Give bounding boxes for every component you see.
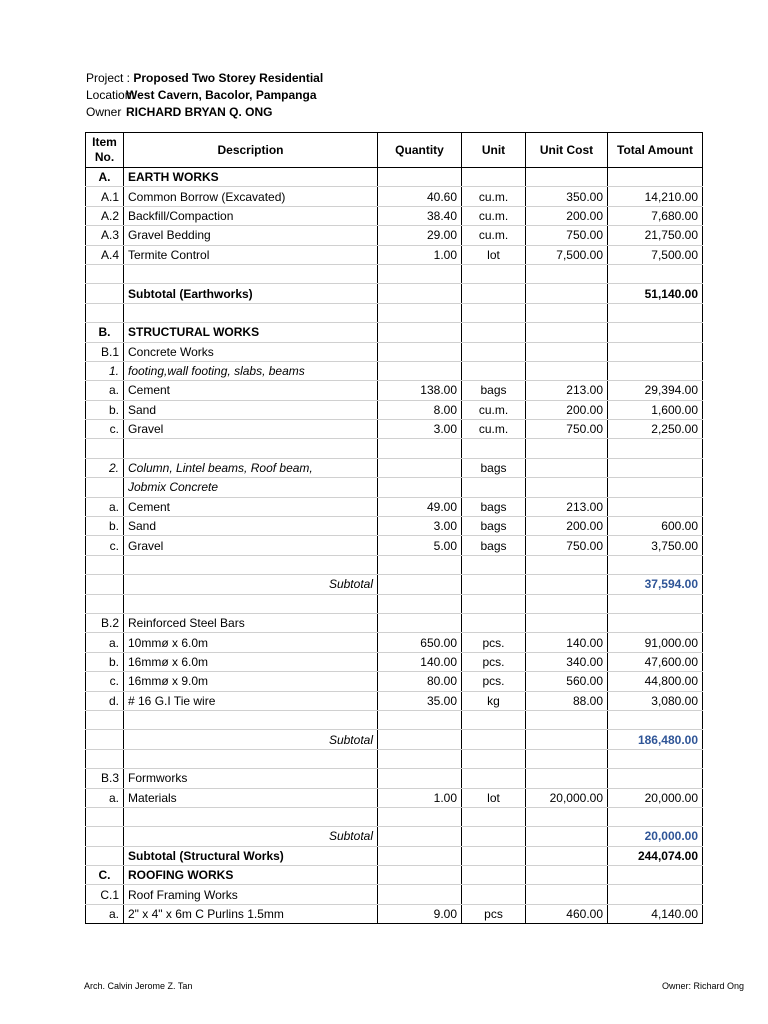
cell-description [124,264,378,283]
cell-description: Sand [124,517,378,536]
cell-item-no: A. [86,168,124,187]
cell-description: Roof Framing Works [124,885,378,904]
table-row [86,633,703,652]
cell-description [124,749,378,768]
cell-unit: kg [462,691,526,710]
cell-unit [462,613,526,632]
cell-total-amount [608,613,703,632]
table-row [86,323,703,342]
cell-quantity: 8.00 [378,400,462,419]
cell-quantity: 38.40 [378,206,462,225]
cell-description: Sand [124,400,378,419]
cell-unit [462,342,526,361]
cell-description: Subtotal [124,730,378,749]
cell-unit-cost [526,323,608,342]
cell-quantity [378,885,462,904]
cell-unit: bags [462,517,526,536]
table-row [86,846,703,865]
cell-quantity [378,613,462,632]
cell-total-amount [608,769,703,788]
table-row [86,517,703,536]
table-row [86,206,703,225]
cell-description: Gravel [124,536,378,555]
cell-quantity [378,846,462,865]
cell-unit-cost [526,342,608,361]
cell-description [124,303,378,322]
cell-quantity: 9.00 [378,904,462,923]
cell-unit: pcs. [462,652,526,671]
table-row [86,730,703,749]
cell-unit-cost [526,827,608,846]
cell-item-no: A.4 [86,245,124,264]
cell-unit [462,264,526,283]
cell-unit: cu.m. [462,420,526,439]
cell-quantity [378,458,462,477]
col-header-quantity: Quantity [378,133,462,168]
table-row [86,245,703,264]
cell-unit: lot [462,245,526,264]
cell-quantity: 29.00 [378,226,462,245]
cell-description [124,807,378,826]
cell-item-no: A.1 [86,187,124,206]
cell-unit [462,710,526,729]
cell-description: 16mmø x 9.0m [124,672,378,691]
cell-total-amount [608,361,703,380]
cell-quantity [378,710,462,729]
cell-unit-cost [526,769,608,788]
cell-item-no [86,264,124,283]
cell-description: ROOFING WORKS [124,866,378,885]
cell-unit-cost [526,264,608,283]
table-row [86,575,703,594]
col-header-description: Description [124,133,378,168]
cell-description: footing,wall footing, slabs, beams [124,361,378,380]
cell-description: Formworks [124,769,378,788]
cell-total-amount: 1,600.00 [608,400,703,419]
cell-unit [462,323,526,342]
cell-quantity: 3.00 [378,420,462,439]
cell-description: 2" x 4" x 6m C Purlins 1.5mm [124,904,378,923]
cell-description [124,594,378,613]
project-value: Proposed Two Storey Residential [133,71,324,85]
table-row [86,497,703,516]
cell-total-amount [608,264,703,283]
cell-item-no: 2. [86,458,124,477]
cell-unit-cost [526,555,608,574]
cell-total-amount [608,439,703,458]
cell-description: Backfill/Compaction [124,206,378,225]
cell-quantity: 138.00 [378,381,462,400]
cell-quantity [378,342,462,361]
cell-item-no [86,439,124,458]
cell-total-amount: 3,080.00 [608,691,703,710]
cell-total-amount [608,497,703,516]
table-row [86,749,703,768]
cell-unit [462,555,526,574]
cell-quantity: 35.00 [378,691,462,710]
location-value: West Cavern, Bacolor, Pampanga [126,88,317,102]
cell-total-amount [608,710,703,729]
cell-item-no [86,807,124,826]
cell-item-no: c. [86,536,124,555]
cell-unit-cost: 200.00 [526,400,608,419]
cell-total-amount: 600.00 [608,517,703,536]
cell-total-amount: 91,000.00 [608,633,703,652]
cell-item-no: C. [86,866,124,885]
table-row [86,400,703,419]
cell-total-amount: 186,480.00 [608,730,703,749]
cell-quantity: 80.00 [378,672,462,691]
cell-unit-cost: 350.00 [526,187,608,206]
table-row [86,885,703,904]
cell-total-amount [608,866,703,885]
cell-quantity [378,284,462,303]
cell-quantity: 650.00 [378,633,462,652]
cell-quantity: 5.00 [378,536,462,555]
cell-unit-cost: 20,000.00 [526,788,608,807]
cell-unit-cost: 750.00 [526,420,608,439]
table-row [86,226,703,245]
cell-unit [462,866,526,885]
cell-unit-cost: 200.00 [526,206,608,225]
cell-item-no [86,594,124,613]
cell-unit-cost [526,594,608,613]
cell-quantity [378,555,462,574]
cell-item-no [86,827,124,846]
cell-quantity: 3.00 [378,517,462,536]
cell-unit [462,807,526,826]
cell-item-no [86,284,124,303]
cell-unit [462,749,526,768]
location-line [86,87,317,103]
cell-item-no: a. [86,788,124,807]
cell-total-amount: 20,000.00 [608,788,703,807]
cell-unit [462,730,526,749]
table-row [86,807,703,826]
cell-quantity [378,807,462,826]
cell-item-no: 1. [86,361,124,380]
cell-total-amount [608,885,703,904]
cell-description: Materials [124,788,378,807]
cell-item-no: C.1 [86,885,124,904]
cell-item-no: d. [86,691,124,710]
cell-description: Cement [124,381,378,400]
cell-item-no: c. [86,672,124,691]
project-line [86,70,323,86]
cell-item-no: B.2 [86,613,124,632]
cell-unit [462,439,526,458]
cell-unit [462,885,526,904]
cell-total-amount: 51,140.00 [608,284,703,303]
cell-description: Common Borrow (Excavated) [124,187,378,206]
cell-total-amount: 244,074.00 [608,846,703,865]
cell-item-no [86,478,124,497]
cell-total-amount: 21,750.00 [608,226,703,245]
cell-item-no [86,749,124,768]
project-label: Project : [86,71,134,85]
cell-description: Reinforced Steel Bars [124,613,378,632]
cell-unit [462,827,526,846]
cell-quantity [378,303,462,322]
cell-unit-cost [526,575,608,594]
col-header-item: Item No. [86,133,124,168]
cell-unit [462,846,526,865]
cell-item-no: a. [86,381,124,400]
table-row [86,866,703,885]
cell-description: STRUCTURAL WORKS [124,323,378,342]
table-row [86,439,703,458]
cell-description: # 16 G.I Tie wire [124,691,378,710]
cell-item-no: c. [86,420,124,439]
cell-unit [462,284,526,303]
cell-total-amount [608,168,703,187]
table-row [86,594,703,613]
cell-unit-cost: 460.00 [526,904,608,923]
cell-unit-cost [526,284,608,303]
cell-total-amount [608,594,703,613]
cell-unit-cost [526,885,608,904]
cell-total-amount: 4,140.00 [608,904,703,923]
table-row [86,769,703,788]
cell-unit-cost: 200.00 [526,517,608,536]
table-row [86,691,703,710]
cell-unit-cost [526,458,608,477]
cell-unit: bags [462,497,526,516]
cell-description: Jobmix Concrete [124,478,378,497]
cell-total-amount [608,555,703,574]
table-row [86,672,703,691]
cell-item-no [86,575,124,594]
cell-quantity [378,575,462,594]
cell-item-no: A.2 [86,206,124,225]
cell-unit-cost [526,361,608,380]
cell-total-amount [608,342,703,361]
cell-item-no: a. [86,633,124,652]
cell-total-amount [608,749,703,768]
cell-item-no: B.3 [86,769,124,788]
cell-item-no [86,710,124,729]
cell-unit-cost: 560.00 [526,672,608,691]
cell-unit: bags [462,381,526,400]
cell-unit-cost: 213.00 [526,381,608,400]
footer-architect: Arch. Calvin Jerome Z. Tan [84,981,193,991]
cell-quantity [378,264,462,283]
location-label: Location: [86,88,135,102]
cell-description: Subtotal [124,827,378,846]
footer-owner: Owner: Richard Ong [661,981,744,991]
cell-total-amount: 7,500.00 [608,245,703,264]
cell-total-amount: 47,600.00 [608,652,703,671]
cell-unit: cu.m. [462,400,526,419]
cell-unit-cost [526,846,608,865]
cell-unit-cost [526,866,608,885]
cell-description: Termite Control [124,245,378,264]
cell-unit [462,594,526,613]
cell-total-amount: 37,594.00 [608,575,703,594]
cell-quantity [378,730,462,749]
cell-unit-cost [526,303,608,322]
cell-item-no: a. [86,497,124,516]
owner-value: RICHARD BRYAN Q. ONG [126,105,273,119]
cell-unit: lot [462,788,526,807]
owner-label: Owner [86,105,122,119]
table-row [86,710,703,729]
cell-description: Subtotal (Structural Works) [124,846,378,865]
cell-unit-cost [526,730,608,749]
table-row [86,458,703,477]
cell-total-amount: 7,680.00 [608,206,703,225]
cell-unit-cost: 340.00 [526,652,608,671]
cell-unit-cost [526,478,608,497]
table-row [86,168,703,187]
table-row [86,361,703,380]
cell-unit: bags [462,458,526,477]
table-row [86,478,703,497]
cell-unit: cu.m. [462,206,526,225]
cell-quantity [378,749,462,768]
cell-description: Cement [124,497,378,516]
cell-quantity: 49.00 [378,497,462,516]
cell-quantity [378,439,462,458]
cell-quantity [378,361,462,380]
cell-quantity: 1.00 [378,788,462,807]
cell-unit-cost [526,807,608,826]
table-row [86,342,703,361]
cell-total-amount [608,458,703,477]
cell-unit-cost [526,439,608,458]
table-row [86,536,703,555]
cell-item-no [86,555,124,574]
cell-unit: cu.m. [462,226,526,245]
cell-total-amount: 2,250.00 [608,420,703,439]
cell-unit [462,361,526,380]
cell-total-amount: 29,394.00 [608,381,703,400]
cell-description: 10mmø x 6.0m [124,633,378,652]
cell-description [124,710,378,729]
cell-unit: cu.m. [462,187,526,206]
cell-quantity: 40.60 [378,187,462,206]
cell-quantity [378,168,462,187]
cell-unit-cost [526,749,608,768]
cell-unit [462,478,526,497]
table-row [86,827,703,846]
cell-total-amount: 3,750.00 [608,536,703,555]
table-row [86,420,703,439]
cell-description: Gravel Bedding [124,226,378,245]
cell-total-amount [608,807,703,826]
cell-description [124,439,378,458]
cell-unit [462,303,526,322]
cell-quantity: 140.00 [378,652,462,671]
cell-unit-cost [526,168,608,187]
bill-of-quantities-table [85,132,703,924]
table-row [86,652,703,671]
cell-description: Gravel [124,420,378,439]
col-header-unit-cost: Unit Cost [526,133,608,168]
cell-total-amount [608,478,703,497]
cell-unit-cost [526,710,608,729]
table-row [86,303,703,322]
cell-unit [462,575,526,594]
cell-unit: bags [462,536,526,555]
table-row [86,187,703,206]
cell-total-amount: 44,800.00 [608,672,703,691]
cell-unit: pcs. [462,633,526,652]
col-header-total-amount: Total Amount [608,133,703,168]
cell-quantity [378,827,462,846]
cell-description: Concrete Works [124,342,378,361]
col-header-unit: Unit [462,133,526,168]
cell-unit [462,168,526,187]
cell-unit-cost: 213.00 [526,497,608,516]
cell-item-no: B. [86,323,124,342]
cell-quantity [378,323,462,342]
cell-unit: pcs. [462,672,526,691]
table-row [86,788,703,807]
cell-item-no: A.3 [86,226,124,245]
cell-item-no: b. [86,517,124,536]
table-row [86,284,703,303]
cell-item-no: b. [86,400,124,419]
cell-unit: pcs [462,904,526,923]
cell-unit-cost: 140.00 [526,633,608,652]
table-row [86,555,703,574]
owner-line [86,104,272,120]
cell-unit [462,769,526,788]
table-row [86,904,703,923]
cell-item-no [86,846,124,865]
cell-quantity [378,478,462,497]
cell-unit-cost [526,613,608,632]
cell-item-no [86,303,124,322]
cell-unit-cost: 750.00 [526,536,608,555]
table-header-row [86,133,703,168]
cell-unit-cost: 88.00 [526,691,608,710]
cell-description: Subtotal (Earthworks) [124,284,378,303]
table-row [86,613,703,632]
cell-unit-cost: 750.00 [526,226,608,245]
cell-item-no: a. [86,904,124,923]
table-row [86,381,703,400]
cell-total-amount: 14,210.00 [608,187,703,206]
cell-total-amount [608,323,703,342]
cell-description [124,555,378,574]
cell-description: 16mmø x 6.0m [124,652,378,671]
cell-description: Subtotal [124,575,378,594]
cell-total-amount [608,303,703,322]
cell-description: EARTH WORKS [124,168,378,187]
cell-quantity: 1.00 [378,245,462,264]
cell-item-no [86,730,124,749]
cell-description: Column, Lintel beams, Roof beam, [124,458,378,477]
cell-quantity [378,769,462,788]
cell-total-amount: 20,000.00 [608,827,703,846]
table-row [86,264,703,283]
cell-quantity [378,594,462,613]
cell-item-no: B.1 [86,342,124,361]
cell-quantity [378,866,462,885]
cell-unit-cost: 7,500.00 [526,245,608,264]
cell-item-no: b. [86,652,124,671]
